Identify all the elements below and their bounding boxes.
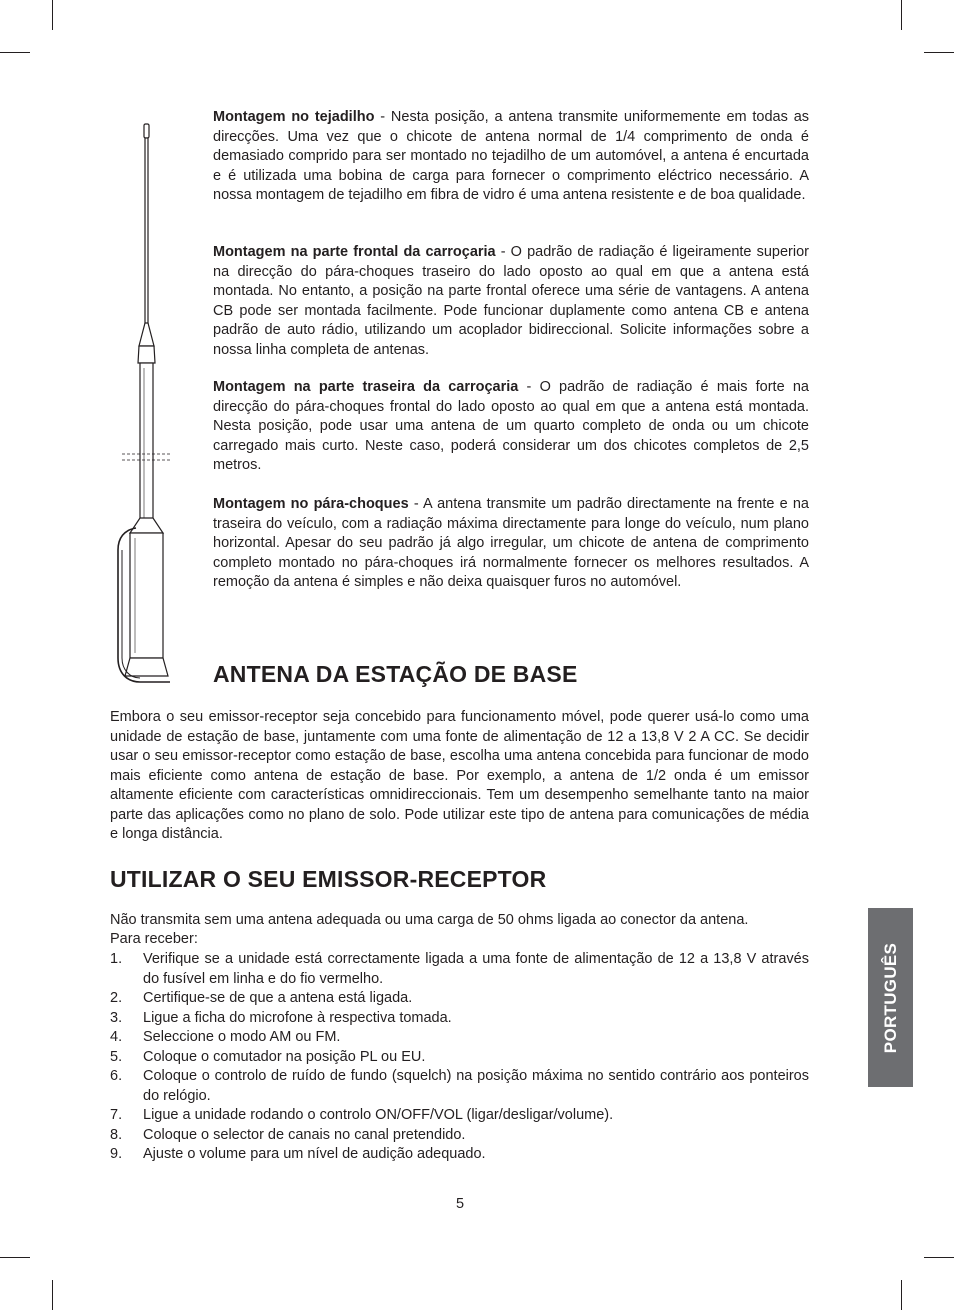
- step-text: Ligue a ficha do microfone à respectiva tomada.: [143, 1009, 452, 1026]
- base-station-heading: ANTENA DA ESTAÇÃO DE BASE: [213, 661, 578, 687]
- step-number: 5.: [110, 1048, 123, 1065]
- antenna-illustration: [100, 118, 192, 690]
- using-heading: UTILIZAR O SEU EMISSOR-RECEPTOR: [110, 866, 547, 892]
- receive-steps-list: [110, 950, 809, 1165]
- step-text: Coloque o selector de canais no canal pretendido.: [143, 1126, 466, 1143]
- step-text: Coloque o controlo de ruído de fundo (squelch) na posição máxima no sentido contrário aos ponteiros do relógio.: [143, 1068, 809, 1104]
- base-station-paragraph: Embora o seu emissor-receptor seja concebido para funcionamento móvel, pode querer usá-lo como uma unidade de estação de base, juntamente com uma fonte de alimentação de 12 a 13,8 V 2 A CC. Se decidir usar o seu emissor-receptor como estação de base, escolha uma antena concebida para funcionar de modo mais eficiente como antena de estação de base. Por exemplo, a antena de 1/2 onda é um emissor altamente eficiente com características omnidireccionais. Tem um desempenho semelhante tanto na maior parte das aplicações como no plano de solo. Pode utilizar este tipo de antena para comunicações de média e longa distância.: [110, 709, 809, 842]
- crop-mark: [52, 1280, 53, 1310]
- mount-front-text: - O padrão de radiação é ligeiramente superior na direcção do pára-choques traseiro do lado oposto ao qual em que a antena está montada. No entanto, a posição na parte frontal oferece uma série de vantagens. A antena CB pode ser montada facilmente. Pode funcionar duplamente como antena CB e antena padrão de auto rádio, utilizando um acoplador bidireccional. Solicite informações sobre a nossa linha completa de antenas.: [213, 244, 809, 358]
- list-item: [110, 1028, 809, 1048]
- list-item: [110, 950, 809, 989]
- mount-front-title: Montagem na parte frontal da carroçaria: [213, 244, 496, 260]
- step-number: 2.: [110, 990, 123, 1006]
- mount-roof-title: Montagem no tejadilho: [213, 109, 375, 125]
- mount-rear-text: - O padrão de radiação é mais forte na direcção do pára-choques frontal do lado oposto ao qual em que a antena está montada. Nesta posição, pode usar uma antena de um quarto completo de onda ou um chicote carregado mais curto. Neste caso, poderá considerar um dos chicotes completos de 2,5 metros.: [213, 379, 809, 473]
- language-tab-label: PORTUGUÊS: [880, 942, 900, 1053]
- using-intro: Não transmita sem uma antena adequada ou uma carga de 50 ohms ligada ao conector da antena.: [110, 912, 749, 928]
- crop-mark: [0, 52, 30, 53]
- crop-mark: [924, 1257, 954, 1258]
- list-item: [110, 1009, 809, 1029]
- mount-roof-text: - Nesta posição, a antena transmite uniformemente em todas as direcções. Uma vez que o chicote de antena normal de 1/4 comprimento de onda é demasiado comprido para ser montado no tejadilho de um automóvel, a antena é encurtada e é utilizada uma bobina de carga para fornecer o comprimento eléctrico necessário. A nossa montagem de tejadilho em fibra de vidro é uma antena resistente e de boa qualidade.: [213, 109, 810, 203]
- crop-mark: [901, 0, 902, 30]
- step-number: 7.: [110, 1107, 123, 1123]
- list-item: [110, 989, 809, 1009]
- step-text: Ligue a unidade rodando o controlo ON/OFF/VOL (ligar/desligar/volume).: [143, 1107, 614, 1123]
- list-item: [110, 1145, 809, 1165]
- crop-mark: [924, 52, 954, 53]
- receive-label: Para receber:: [110, 931, 198, 947]
- list-item: [110, 1048, 809, 1068]
- mount-bumper-paragraph: [213, 495, 809, 593]
- list-item: [110, 1106, 809, 1126]
- crop-mark: [901, 1280, 902, 1310]
- crop-mark: [52, 0, 53, 30]
- step-number: 9.: [110, 1146, 123, 1162]
- step-number: 1.: [110, 951, 123, 967]
- step-text: Certifique-se de que a antena está ligada.: [143, 990, 413, 1006]
- language-tab: [868, 908, 913, 1087]
- mount-rear-paragraph: [213, 378, 809, 476]
- step-text: Ajuste o volume para um nível de audição adequado.: [143, 1146, 486, 1162]
- mount-bumper-text: - A antena transmite um padrão directamente na frente e na traseira do veículo, com a radiação máxima directamente para longe do veículo, num plano horizontal. Apesar do seu padrão já algo irregular, um chicote de antena de comprimento completo montado no pára-choques irá normalmente fornecer os melhores resultados. A remoção da antena é simples e não deixa quaisquer furos no automóvel.: [213, 496, 809, 590]
- mount-bumper-title: Montagem no pára-choques: [213, 496, 409, 512]
- crop-mark: [0, 1257, 30, 1258]
- list-item: [110, 1126, 809, 1146]
- step-text: Verifique se a unidade está correctamente ligada a uma fonte de alimentação de 12 a 13,8 V através do fusível em linha e do fio vermelho.: [143, 951, 809, 987]
- mount-rear-title: Montagem na parte traseira da carroçaria: [213, 379, 519, 395]
- mount-roof-paragraph: [213, 108, 809, 206]
- step-text: Seleccione o modo AM ou FM.: [143, 1029, 341, 1045]
- mount-front-paragraph: [213, 243, 809, 360]
- step-number: 8.: [110, 1126, 123, 1143]
- step-text: Coloque o comutador na posição PL ou EU.: [143, 1048, 426, 1065]
- step-number: 3.: [110, 1009, 123, 1026]
- page-number: 5: [455, 1196, 465, 1212]
- step-number: 4.: [110, 1029, 123, 1045]
- step-number: 6.: [110, 1068, 123, 1084]
- list-item: [110, 1067, 809, 1106]
